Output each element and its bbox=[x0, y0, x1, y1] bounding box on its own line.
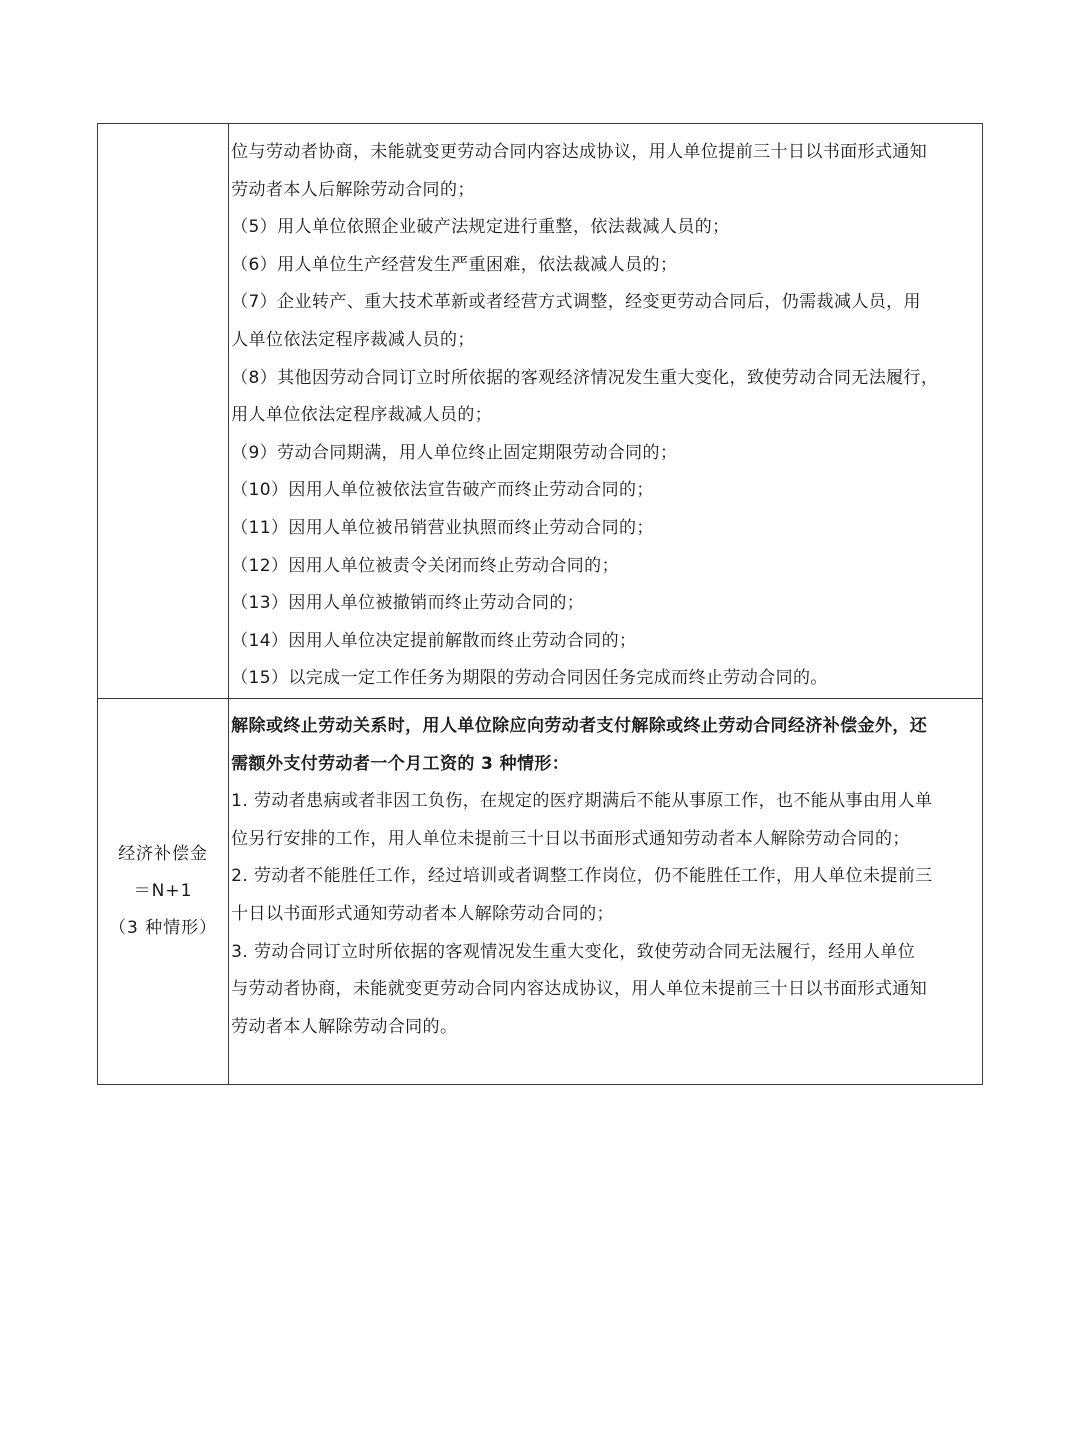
heading-line: 需额外支付劳动者一个月工资的 3 种情形： bbox=[231, 753, 570, 774]
content-line: （7）企业转产、重大技术革新或者经营方式调整，经变更劳动合同后，仍需裁减人员，用 bbox=[231, 292, 921, 313]
compensation-table bbox=[97, 123, 983, 1085]
content-line: （5）用人单位依照企业破产法规定进行重整，依法裁减人员的； bbox=[231, 217, 730, 238]
content-line: （8）其他因劳动合同订立时所依据的客观经济情况发生重大变化，致使劳动合同无法履行， bbox=[231, 367, 939, 388]
row-label-line: （3 种情形） bbox=[108, 918, 218, 938]
content-line: 位另行安排的工作，用人单位未提前三十日以书面形式通知劳动者本人解除劳动合同的； bbox=[231, 828, 910, 849]
row-label-line: 经济补偿金 bbox=[118, 844, 209, 864]
content-line: （10）因用人单位被依法宣告破产而终止劳动合同的； bbox=[231, 480, 654, 501]
content-line: （11）因用人单位被吊销营业执照而终止劳动合同的； bbox=[231, 517, 654, 538]
content-line: 劳动者本人解除劳动合同的。 bbox=[231, 1016, 458, 1037]
content-line: 2. 劳动者不能胜任工作，经过培训或者调整工作岗位，仍不能胜任工作，用人单位未提前三 bbox=[231, 866, 933, 887]
content-line: 劳动者本人后解除劳动合同的； bbox=[231, 179, 475, 200]
row-label-empty bbox=[98, 124, 229, 699]
content-line: （13）因用人单位被撤销而终止劳动合同的； bbox=[231, 593, 585, 614]
content-line: （12）因用人单位被责令关闭而终止劳动合同的； bbox=[231, 555, 619, 576]
row-label-line: ＝N+1 bbox=[133, 881, 193, 901]
content-line: （14）因用人单位决定提前解散而终止劳动合同的； bbox=[231, 630, 637, 651]
content-line: 与劳动者协商，未能就变更劳动合同内容达成协议，用人单位未提前三十日以书面形式通知 bbox=[231, 979, 928, 1000]
termination-cases-cell bbox=[229, 124, 983, 699]
row-label-cell bbox=[98, 699, 229, 1085]
content-line: 位与劳动者协商，未能就变更劳动合同内容达成协议，用人单位提前三十日以书面形式通知 bbox=[231, 142, 928, 162]
content-line: 3. 劳动合同订立时所依据的客观情况发生重大变化，致使劳动合同无法履行，经用人单位 bbox=[231, 941, 916, 962]
table-row bbox=[98, 699, 983, 1085]
content-line: （9）劳动合同期满，用人单位终止固定期限劳动合同的； bbox=[231, 442, 678, 463]
content-line: 用人单位依法定程序裁减人员的； bbox=[231, 405, 493, 426]
content-line: 十日以书面形式通知劳动者本人解除劳动合同的； bbox=[231, 903, 614, 924]
n-plus-one-cases-cell bbox=[229, 699, 983, 1085]
content-line: （15）以完成一定工作任务为期限的劳动合同因任务完成而终止劳动合同的。 bbox=[231, 668, 828, 689]
content-line: 人单位依法定程序裁减人员的； bbox=[231, 329, 475, 350]
heading-line: 解除或终止劳动关系时，用人单位除应向劳动者支付解除或终止劳动合同经济补偿金外，还 bbox=[231, 716, 928, 736]
table-row bbox=[98, 124, 983, 699]
content-line: 1. 劳动者患病或者非因工负伤，在规定的医疗期满后不能从事原工作，也不能从事由用人单 bbox=[231, 791, 933, 812]
content-line: （6）用人单位生产经营发生严重困难，依法裁减人员的； bbox=[231, 254, 678, 275]
